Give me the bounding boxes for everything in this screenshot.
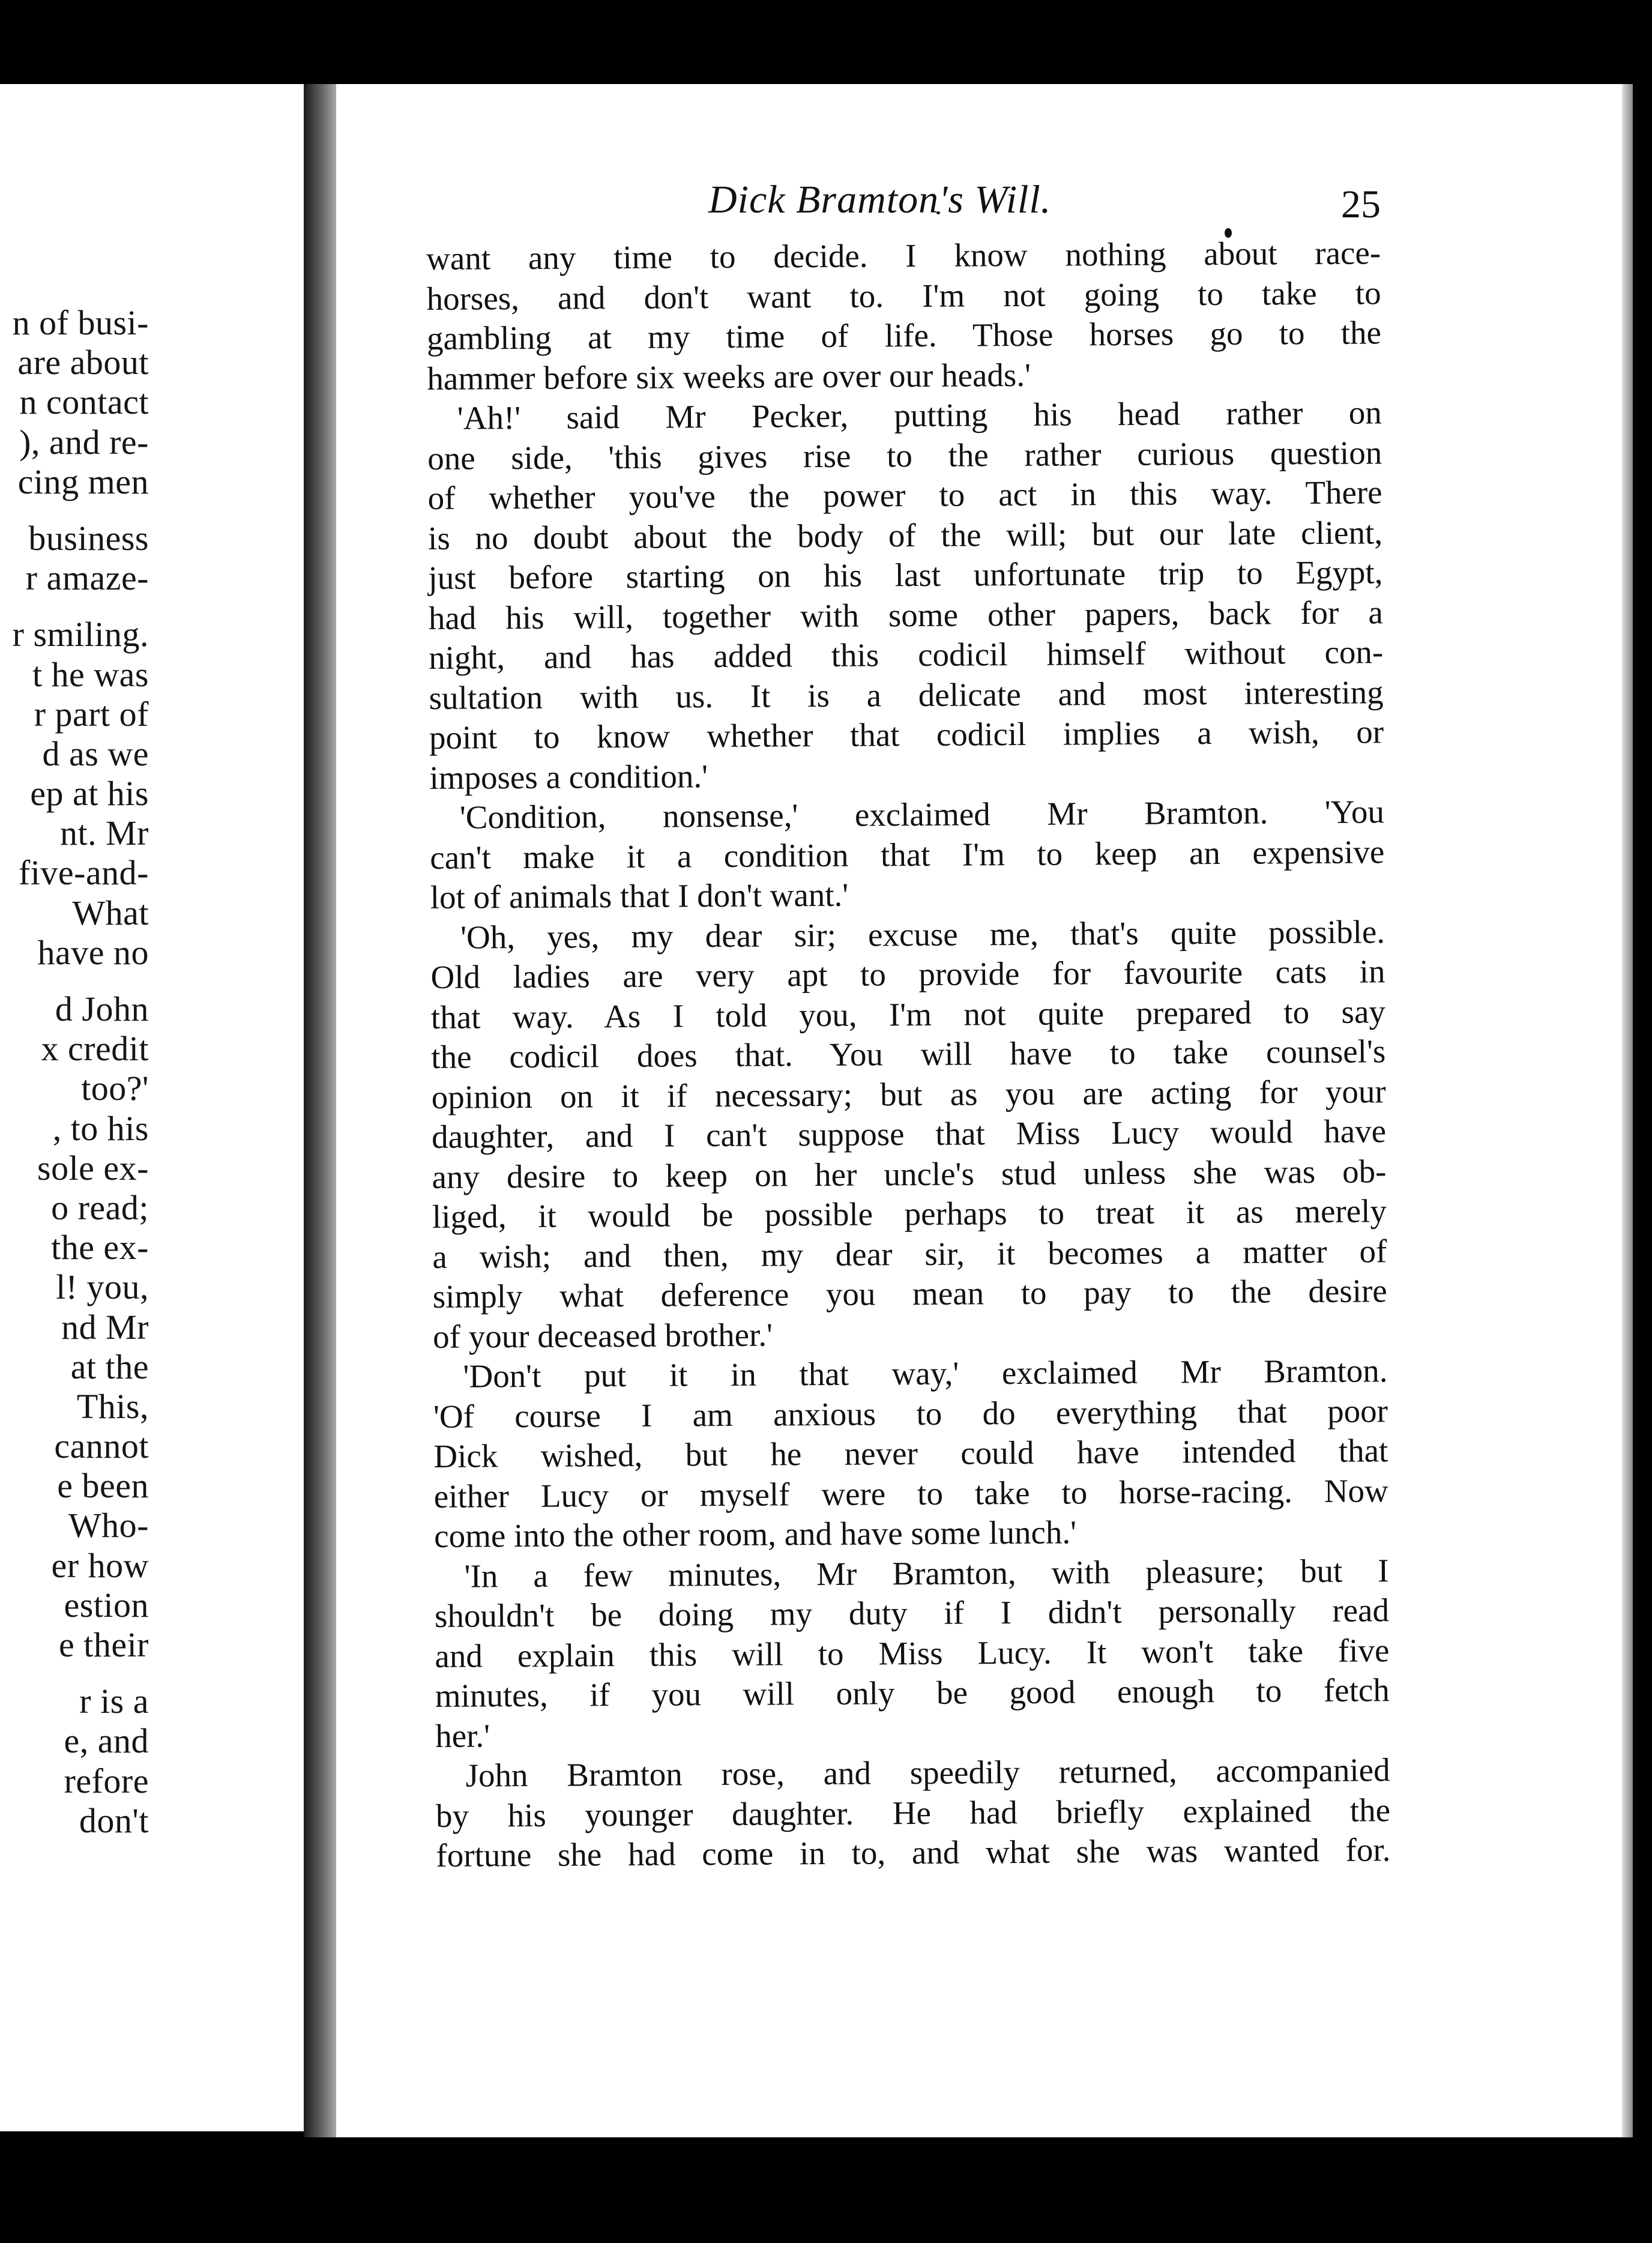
left-page-line: d as we (42, 734, 149, 773)
left-page-line: ), and re- (19, 422, 149, 462)
left-page-line: estion (64, 1585, 149, 1625)
left-page-line: e their (58, 1625, 149, 1664)
text-line: imposes a condition.' (429, 757, 708, 796)
text-line: a wish; and then, my dear sir, it becomes a matter of (432, 1232, 1387, 1275)
text-line: John Bramton rose, and speedily returned, accompanied (465, 1751, 1390, 1794)
left-page-line: e been (57, 1466, 149, 1506)
text-line: and explain this will to Miss Lucy. It won't take five (435, 1631, 1390, 1674)
left-page-line: Who- (68, 1506, 149, 1545)
left-page-line: business (28, 518, 149, 558)
left-page-line: x credit (41, 1029, 149, 1069)
text-line: hammer before six weeks are over our heads.' (427, 356, 1031, 397)
text-line: want any time to decide. I know nothing about race- (426, 234, 1381, 277)
text-line: either Lucy or myself were to take to horse-racing. Now (433, 1472, 1388, 1515)
text-line: of whether you've the power to act in this way. There (427, 474, 1382, 516)
running-head-title: Dick Bramton's Will. (708, 178, 1052, 222)
text-line: minutes, if you will only be good enough to fetch (435, 1671, 1390, 1714)
text-line: Dick wished, but he never could have intended that (433, 1432, 1388, 1475)
left-page-line: too?' (81, 1069, 149, 1108)
left-page-line (0, 599, 149, 615)
text-line: 'Don't put it in that way,' exclaimed Mr Bramton. (463, 1352, 1388, 1395)
left-page-line: t he was (32, 654, 149, 694)
text-line: Old ladies are very apt to provide for favourite cats in (430, 953, 1385, 995)
text-line: 'Oh, yes, my dear sir; excuse me, that's quite possible. (460, 913, 1385, 956)
left-page-line: r smiling. (12, 615, 149, 654)
left-page-line: l! you, (56, 1267, 149, 1307)
text-line: any desire to keep on her uncle's stud unless she was ob- (432, 1152, 1387, 1195)
left-page-line: r is a (79, 1682, 149, 1721)
left-page-line: nd Mr (61, 1307, 149, 1347)
text-line: 'Ah!' said Mr Pecker, putting his head rather on (457, 394, 1382, 436)
text-line: 'In a few minutes, Mr Bramton, with pleasure; but I (464, 1551, 1389, 1595)
text-line: of your deceased brother.' (432, 1316, 773, 1355)
left-page-line: sole ex- (37, 1148, 149, 1188)
text-line: 'Of course I am anxious to do everything that poor (433, 1392, 1388, 1435)
text-line: night, and has added this codicil himself without con- (429, 633, 1384, 676)
left-page-line: r amaze- (25, 558, 149, 598)
text-line: simply what deference you mean to pay to the desire (432, 1272, 1387, 1315)
left-page-line: at the (70, 1347, 149, 1386)
text-line: opinion on it if necessary; but as you are acting for your (431, 1072, 1386, 1115)
text-line: by his younger daughter. He had briefly explained the (435, 1791, 1391, 1834)
left-page-line: n contact (19, 382, 149, 422)
left-page-line: d John (55, 989, 149, 1028)
left-page-line: er how (51, 1545, 149, 1585)
left-page (0, 84, 306, 2131)
text-line: daughter, and I can't suppose that Miss Lucy would have (431, 1112, 1387, 1155)
left-page-line: don't (79, 1801, 149, 1840)
left-page-line: o read; (51, 1188, 149, 1227)
left-page-line: What (72, 893, 149, 932)
left-page-line: This, (76, 1386, 149, 1426)
page-number: 25 (1341, 183, 1381, 226)
left-page-line: nt. Mr (60, 814, 149, 853)
left-page-line: are about (17, 343, 149, 382)
left-page-line: refore (64, 1761, 149, 1801)
left-page-line: cing men (17, 462, 149, 501)
running-head (372, 177, 1381, 237)
text-line: liged, it would be possible perhaps to treat it as merely (432, 1192, 1387, 1235)
text-line: had his will, together with some other papers, back for a (428, 593, 1384, 636)
left-page-line: , to his (52, 1108, 149, 1148)
text-line: lot of animals that I don't want.' (430, 876, 849, 916)
left-page-line: r part of (34, 694, 149, 734)
text-line: come into the other room, and have some lunch.' (434, 1514, 1077, 1554)
left-page-line (0, 1665, 149, 1682)
text-line: sultation with us. It is a delicate and most interesting (429, 673, 1384, 716)
text-line: that way. As I told you, I'm not quite prepared to say (430, 992, 1386, 1036)
text-line: gambling at my time of life. Those horses go to the (426, 314, 1382, 357)
text-line: the codicil does that. You will have to take counsel's (431, 1033, 1386, 1075)
text-line: just before starting on his last unfortunate trip to Egypt, (428, 554, 1383, 596)
text-line: 'Condition, nonsense,' exclaimed Mr Bramton. 'You (459, 793, 1385, 836)
left-page-line: cannot (54, 1426, 149, 1466)
text-line: point to know whether that codicil implies a wish, or (429, 713, 1384, 756)
text-line: horses, and don't want to. I'm not going to take to (426, 274, 1381, 317)
text-line: her.' (435, 1716, 490, 1754)
left-page-line (0, 503, 149, 519)
left-page-line: the ex- (51, 1228, 149, 1267)
text-line: can't make it a condition that I'm to keep an expensive (430, 833, 1385, 876)
left-page-line: five-and- (18, 853, 149, 893)
page-edge (1622, 84, 1633, 2137)
text-line: is no doubt about the body of the will; but our late client, (427, 513, 1383, 557)
left-page-line: n of busi- (12, 303, 149, 342)
text-line: fortune she had come in to, and what she was wanted for. (436, 1831, 1391, 1874)
left-page-line: ep at his (30, 774, 149, 814)
left-page-line: e, and (64, 1721, 149, 1761)
text-line: shouldn't be doing my duty if I didn't personally read (434, 1592, 1390, 1634)
left-page-text (0, 304, 149, 1841)
left-page-line (0, 973, 149, 990)
left-page-line: have no (37, 932, 149, 972)
body-text (426, 233, 1391, 1876)
text-line: one side, 'this gives rise to the rather curious question (427, 433, 1382, 477)
